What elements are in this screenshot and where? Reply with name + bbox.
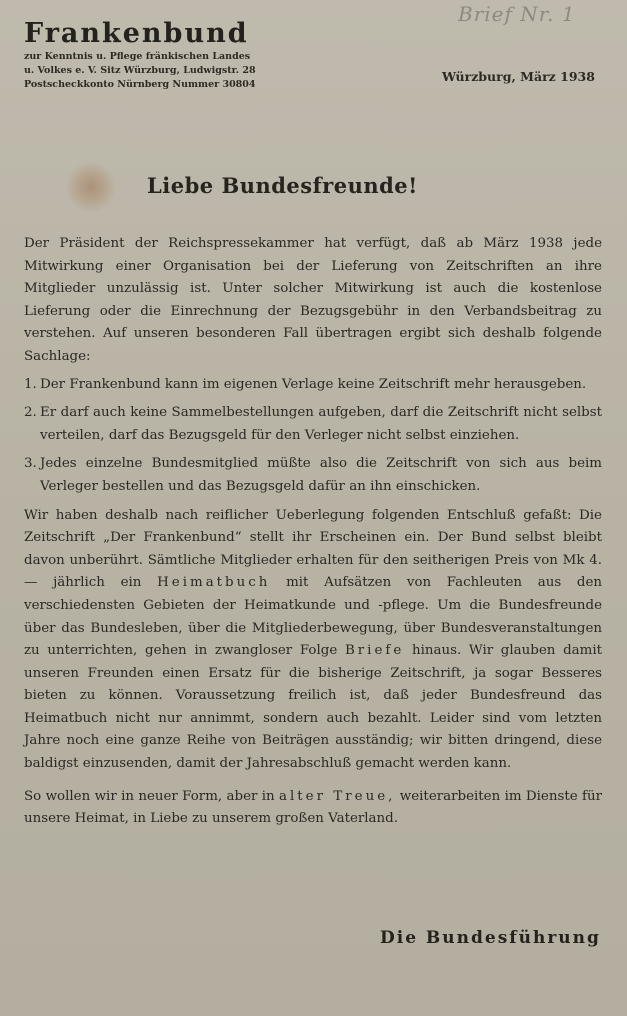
letterhead-subtitle: zur Kenntnis u. Pflege fränkischen Landes [24,51,251,62]
list-item-text: Der Frankenbund kann im eigenen Verlage keine Zeitschrift mehr herausgeben. [40,376,587,392]
salutation: Liebe Bundesfreunde! [147,173,418,198]
letterhead [24,18,324,92]
organization-name: Frankenbund [24,18,249,49]
letterhead-account: Postscheckkonto Nürnberg Nummer 30804 [24,79,256,90]
closing-text-part: So wollen wir in neuer Form, aber in [24,788,275,804]
emphasis-alter-treue: alter Treue, [279,788,396,804]
closing-text-part: weiterarbeiten im Dienste für unsere Heimat, in Liebe zu unserem großen Vaterland. [24,788,602,827]
intro-paragraph: Der Präsident der Reichspressekammer hat verfügt, daß ab März 1938 jede Mitwirkung einer Organisation bei der Lieferung von Zeitschriften an ihre Mitglieder unzulässig ist. Unter solcher Mitwirkung ist auch die kostenlose Lieferung oder die Einrechnung der Bezugsgebühr in den Verbandsbeitrag zu verstehen. Auf unseren besonderen Fall übertragen ergibt sich deshalb folgende Sachlage: [24,236,602,364]
signature: Die Bundesführung [380,928,601,948]
closing-paragraph [24,786,602,831]
decision-paragraph [24,505,602,776]
list-item-text: Jedes einzelne Bundesmitglied müßte also die Zeitschrift von sich aus beim Verleger bestellen und das Bezugsgeld dafür an ihn einschicken. [40,456,602,494]
situation-list [24,374,602,499]
handwritten-annotation: Brief Nr. 1 [458,2,576,26]
list-item-number: 1. [24,376,37,392]
paper-stain [66,162,116,212]
list-item-text: Er darf auch keine Sammelbestellungen aufgeben, darf die Zeitschrift nicht selbst verteilen, darf das Bezugsgeld für den Verleger nicht selbst einziehen. [40,405,602,443]
list-item [24,402,602,447]
emphasis-briefe: Briefe [344,643,405,659]
list-item-number: 2. [24,405,37,421]
list-item [24,374,602,397]
letterhead-address: u. Volkes e. V. Sitz Würzburg, Ludwigstr. 28 [24,65,256,76]
emphasis-heimatbuch: Heimatbuch [157,575,271,591]
list-item [24,453,602,498]
decision-text-part: mit Aufsätzen von Fachleuten aus den verschiedensten Gebieten der Heimatkunde und -pflege. Um die Bundesfreunde über das Bundesleben, über die Mitgliederbewegung, über Bundesveranstaltungen zu unterrichten, gehen in zwangloser Folge [24,575,602,659]
decision-text-part: Wir haben deshalb nach reiflicher Ueberlegung folgenden Entschluß gefaßt: Die Zeitschrift „Der Frankenbund“ stellt ihr Erscheinen ein. Der Bund selbst bleibt davon unberührt. Sämtliche Mitglieder erhalten für den seitherigen Preis von Mk 4.— jährlich ein [24,507,602,591]
list-item-number: 3. [24,456,37,472]
place-date: Würzburg, März 1938 [442,69,595,84]
letter-body [24,233,602,831]
decision-text-part: hinaus. Wir glauben damit unseren Freunden einen Ersatz für die bisherige Zeitschrift, ja sogar Besseres bieten zu können. Voraussetzung freilich ist, daß jeder Bundesfreund das Heimatbuch nicht nur annimmt, sondern auch bezahlt. Leider sind vom letzten Jahre noch eine ganze Reihe von Beiträgen ausständig; wir bitten dringend, diese baldigst einzusenden, damit der Jahresabschluß gemacht werden kann. [24,643,602,772]
